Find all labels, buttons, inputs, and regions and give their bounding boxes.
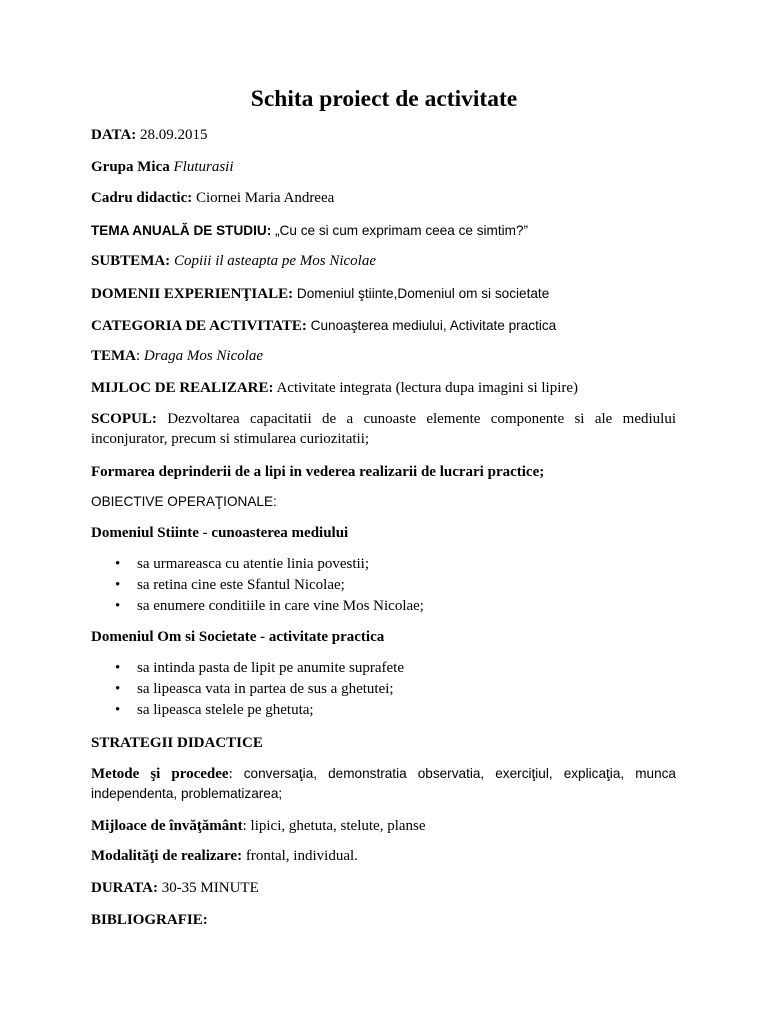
method-line [91,379,676,398]
date-label: DATA: [91,127,137,143]
methods-value: conversaţia, demonstratia observatia, exerciţiul, explicaţia, munca independenta, problematizarea; [91,766,676,801]
teacher-value: Ciornei Maria Andreea [192,190,335,206]
date-value: 28.09.2015 [136,127,208,143]
modalities-label: Modalităţi de realizare: [91,848,243,864]
means-label: Mijloace de învăţământ [91,818,243,834]
theme-label: TEMA [91,348,136,364]
methods-sep: : [228,766,244,782]
page-title: Schita proiect de activitate [250,86,518,112]
domain1-heading [91,524,676,543]
methods-label: Metode şi procedee [91,766,229,782]
modalities-line [91,847,676,866]
domains-line [91,284,676,304]
modalities-value: frontal, individual. [242,848,358,864]
annual-theme-label: TEMA ANUALĂ DE STUDIU: [91,223,272,238]
category-label: CATEGORIA DE ACTIVITATE: [91,318,307,334]
domains-value: Domeniul ştiinte,Domeniul om si societate [293,286,550,301]
strategies-heading [91,734,676,753]
list-item: • sa urmareasca cu atentie linia povestii; [91,554,676,575]
means-line [91,817,676,836]
domain2-heading-text: Domeniul Om si Societate - activitate practica [91,629,385,645]
theme-sep: : [136,348,144,364]
subtheme-line [91,252,676,271]
scope-value: Dezvoltarea capacitatii de a cunoaste elemente componente si ale mediului inconjurator, precum si stimularea curiozitatii; [91,411,676,447]
strategies-heading-text: STRATEGII DIDACTICE [91,735,263,751]
objectives-heading: OBIECTIVE OPERAŢIONALE: [91,494,277,509]
list-item: • sa lipeasca vata in partea de sus a ghetutei; [91,679,676,700]
bibliography-text: BIBLIOGRAFIE: [91,912,208,928]
category-value: Cunoaşterea mediului, Activitate practica [306,318,557,333]
subtheme-label: SUBTEMA: [91,253,171,269]
scope-label: SCOPUL: [91,411,157,427]
date-line [91,126,676,145]
teacher-line [91,189,676,208]
list-item: • sa intinda pasta de lipit pe anumite suprafete [91,658,676,679]
domains-label: DOMENII EXPERIENŢIALE: [91,286,294,302]
theme-value: Draga Mos Nicolae [143,348,264,364]
group-value: Fluturasii [173,159,234,175]
method-value: Activitate integrata (lectura dupa imagini si lipire) [273,380,579,396]
scope-paragraph [91,409,676,449]
domain2-heading [91,628,676,647]
means-value: : lipici, ghetuta, stelute, planse [242,818,426,834]
annual-theme-value: „Cu ce si cum exprimam ceea ce simtim?” [271,223,529,238]
group-label: Grupa Mica [91,159,174,175]
domain1-heading-text: Domeniul Stiinte - cunoasterea mediului [91,525,349,541]
method-label: MIJLOC DE REALIZARE: [91,380,274,396]
formation-text: Formarea deprinderii de a lipi in vederea realizarii de lucrari practice; [91,464,545,480]
theme-line [91,347,676,366]
domain1-list [91,554,676,617]
group-line [91,158,676,177]
teacher-label: Cadru didactic: [91,190,193,206]
subtheme-value: Copiii il asteapta pe Mos Nicolae [173,253,377,269]
annual-theme-line [91,221,676,240]
formation-line [91,463,676,482]
duration-label: DURATA: [91,880,158,896]
bibliography-heading [91,911,676,930]
domain2-list [91,658,676,721]
list-item: • sa enumere conditiile in care vine Mos Nicolae; [91,596,676,617]
duration-value: 30-35 MINUTE [157,880,259,896]
methods-paragraph [91,764,676,804]
category-line [91,316,676,336]
duration-line [91,879,676,898]
list-item: • sa lipeasca stelele pe ghetuta; [91,700,676,721]
list-item: • sa retina cine este Sfantul Nicolae; [91,575,676,596]
